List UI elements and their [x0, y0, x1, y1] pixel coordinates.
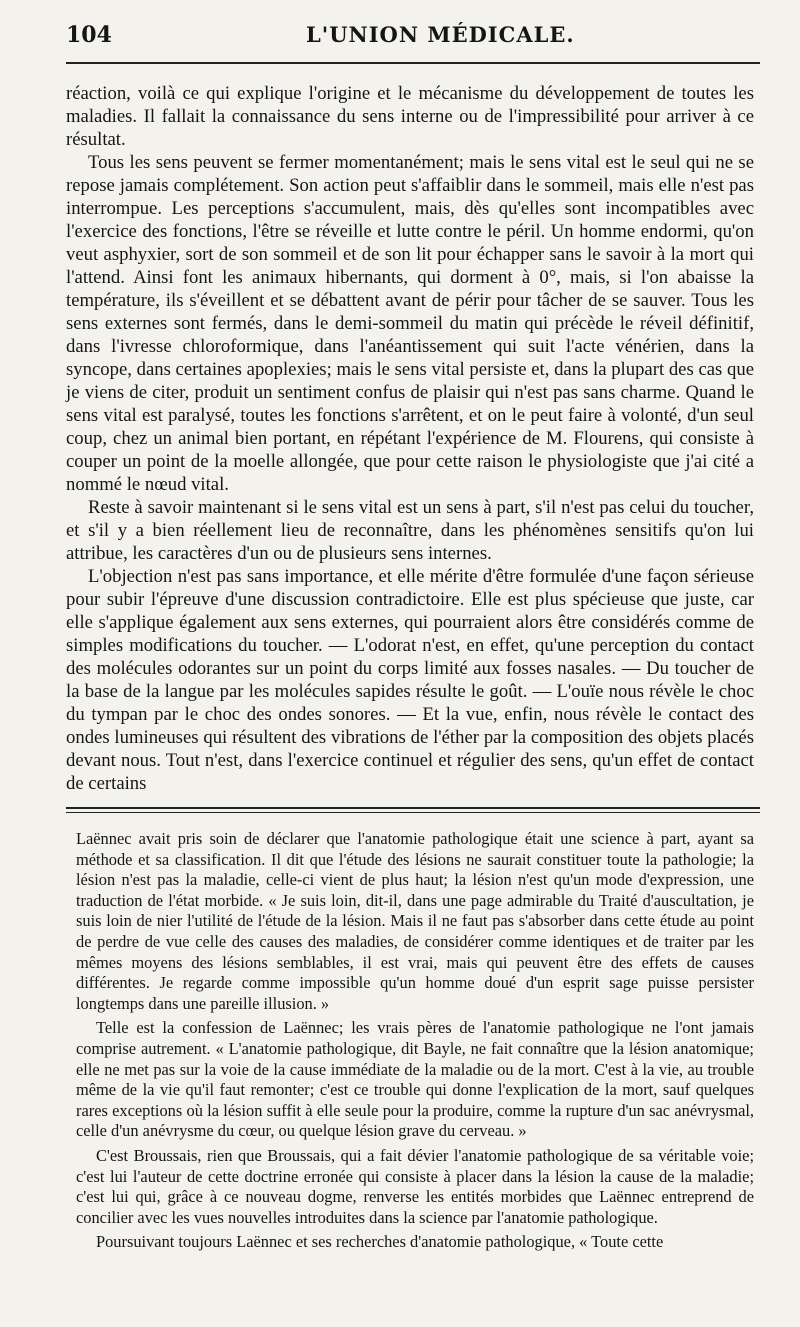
paragraph: L'objection n'est pas sans importance, et elle mérite d'être formulée d'une façon sérieuse pour subir l'épreuve d'une discussion contradictoire. Elle est plus spécieuse que juste, car elle s'applique également aux sens externes, qui pourraient alors être considérés comme de simples modifications du toucher. — L'odorat n'est, en effet, qu'une perception du contact des molécules odorantes sur un point du corps limité aux fosses nasales. — Du toucher de la base de la langue par les molécules sapides résulte le goût. — L'ouïe nous révèle le choc du tympan par le choc des ondes sonores. — Et la vue, enfin, nous révèle le contact des ondes lumineuses qui résultent des vibrations de l'éther par la composition des objets placés devant nous. Tout n'est, dans l'exercice continuel et régulier des sens, qu'un effet de contact de certains: [66, 566, 754, 794]
paragraph: Reste à savoir maintenant si le sens vital est un sens à part, s'il n'est pas celui du toucher, et s'il y a bien réellement lieu de reconnaître, dans les phénomènes sensitifs qu'on lui attribue, les caractères d'un ou de plusieurs sens internes.: [66, 497, 754, 564]
page-number: 104: [66, 22, 112, 48]
footnote-paragraph: Poursuivant toujours Laënnec et ses recherches d'anatomie pathologique, « Toute cette: [96, 1232, 664, 1252]
paragraph: Tous les sens peuvent se fermer momentanément; mais le sens vital est le seul qui ne se repose jamais complétement. Son action peut s'affaiblir dans le sommeil, mais elle n'est pas interrompue. Les perceptions s'accumulent, mais, dès qu'elles sont incompatibles avec l'exercice des fonctions, l'être se réveille et lutte contre le péril. Un homme endormi, qu'on veut asphyxier, sort de son sommeil et de son lit pour échapper sans le savoir à la mort qui l'attend. Ainsi font les animaux hibernants, qui dorment à 0°, mais, si l'on abaisse la température, ils s'éveillent et se débattent avant de périr pour tâcher de se sauver. Tous les sens externes sont fermés, dans le demi-sommeil du matin qui précède le réveil définitif, dans l'ivresse chloroformique, dans l'anéantissement qui suit l'acte vénérien, dans la syncope, dans certaines apoplexies; mais le sens vital persiste et, dans la plupart des cas que je viens de citer, produit un sentiment confus de plaisir qui n'est pas sans charme. Quand le sens vital est paralysé, toutes les fonctions s'arrêtent, et on le peut faire à volonté, d'un seul coup, chez un animal bien portant, en répétant l'expérience de M. Flourens, qui consiste à couper un point de la moelle allongée, que pour cette raison le physiologiste que j'ai cité a nommé le nœud vital.: [66, 152, 754, 495]
running-header: [66, 22, 760, 64]
main-body-text: [66, 82, 754, 795]
footnote-paragraph: Laënnec avait pris soin de déclarer que l'anatomie pathologique était une science à part, ayant sa méthode et sa classification. Il dit que l'étude des lésions ne saurait constituer toute la pathologie; la lésion n'est pas la maladie, celle-ci vient de plus haut; la lésion n'est qu'un mode d'expression, une traduction de l'état morbide. « Je suis loin, dit-il, dans une page admirable du Traité d'auscultation, je suis loin de nier l'utilité de l'étude de la lésion. Mais il ne faut pas s'absorber dans cette étude au point de perdre de vue celle des causes des maladies, de considérer comme identiques et de traiter par les mêmes moyens des lésions semblables, il est vrai, mais qui peuvent être des effets de causes différentes. Je regarde comme impossible qu'un homme doué d'un esprit sage puisse persister longtemps dans une pareille illusion. »: [76, 829, 754, 1013]
footnote-text: [66, 829, 754, 1253]
journal-title: L'UNION MÉDICALE.: [306, 22, 575, 47]
footnote-paragraph: C'est Broussais, rien que Broussais, qui a fait dévier l'anatomie pathologique de sa véritable voie; c'est lui l'auteur de cette doctrine erronée qui consiste à placer dans la lésion la cause de la maladie; c'est lui qui, grâce à ce nouveau dogme, renverse les entités morbides que Laënnec entreprend de concilier avec les vues nouvelles introduites dans la science par l'anatomie pathologique.: [76, 1145, 754, 1227]
paragraph: réaction, voilà ce qui explique l'origine et le mécanisme du développement de toutes les maladies. Il fallait la connaissance du sens interne ou de l'impressibilité pour arriver à ce résultat.: [66, 83, 754, 150]
footnote-paragraph: Telle est la confession de Laënnec; les vrais pères de l'anatomie pathologique ne l'ont jamais comprise autrement. « L'anatomie pathologique, dit Bayle, ne fait connaître que la lésion anatomique; elle ne met pas sur la voie de la cause immédiate de la maladie ou de la mort. C'est à la vie, au trouble même de la vie qu'il faut remonter; c'est ce trouble qui donne l'explication de la mort, sauf quelques rares exceptions où la lésion suffit à elle seule pour la produire, comme la rupture d'un sac anévrysmal, celle d'un anévrysme du cœur, ou quelque lésion grave du cerveau. »: [76, 1018, 754, 1141]
footnote-separator: [66, 807, 760, 813]
